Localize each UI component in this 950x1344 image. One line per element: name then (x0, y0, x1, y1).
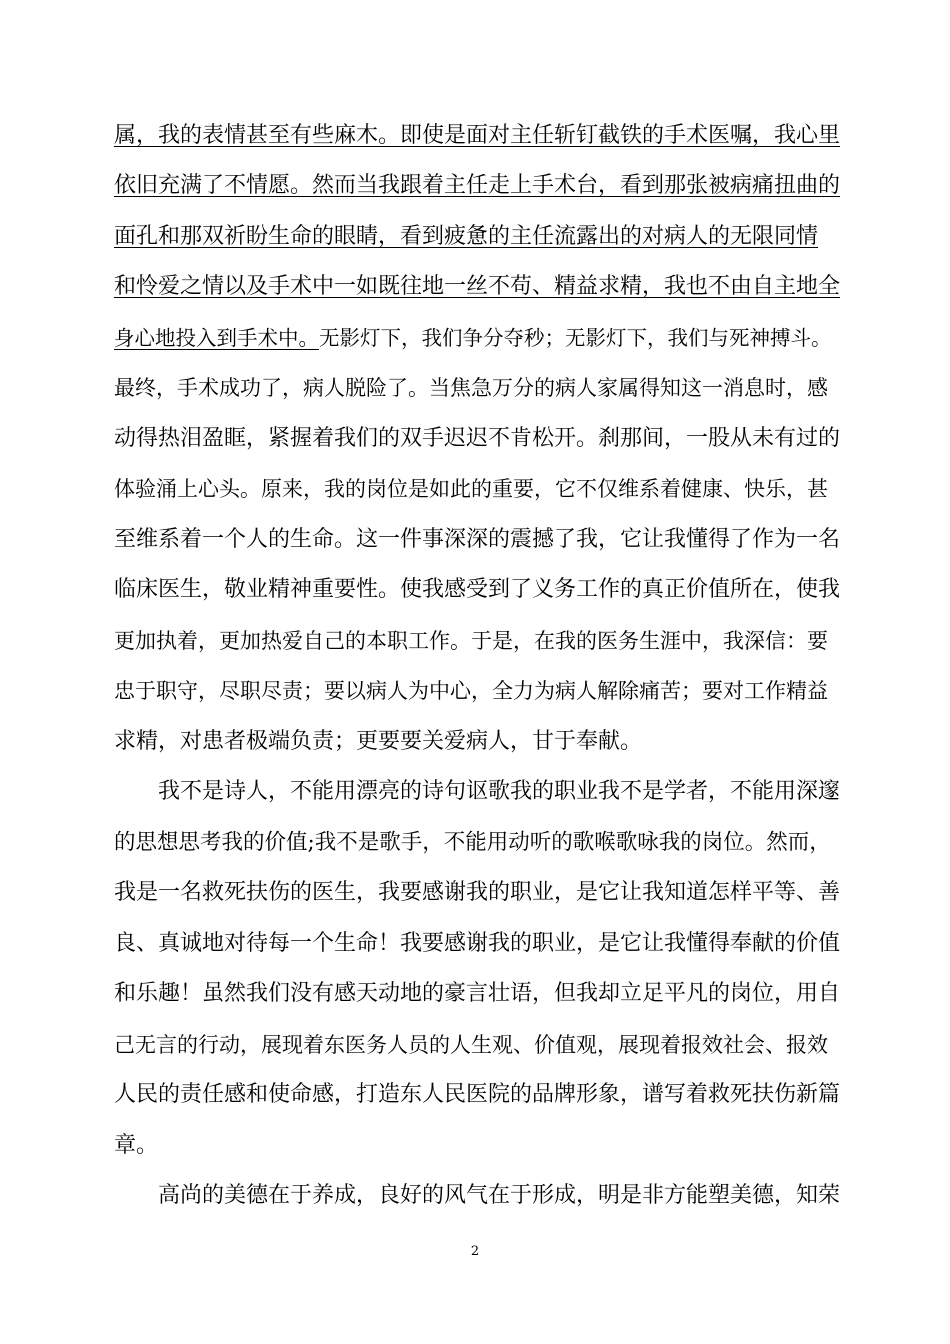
plain-text: 最终，手术成功了，病人脱险了。当焦急万分的病人家属得知这一消息时，感 (114, 376, 828, 400)
text-line (114, 825, 840, 861)
text-line (114, 370, 840, 406)
plain-text: 临床医生，敬业精神重要性。使我感受到了义务工作的真正价值所在，使我 (114, 577, 840, 602)
underlined-text: 和怜爱之情以及手术中一如既往地一丝不苟、精益求精，我也不由自主地全 (114, 274, 840, 299)
underlined-text: 属，我的表情甚至有些麻木。即使是面对主任斩钉截铁的手术医嘱，我心里 (114, 123, 840, 148)
text-line (114, 976, 840, 1012)
plain-text: 动得热泪盈眶，紧握着我们的双手迟迟不肯松开。刹那间，一股从未有过的 (114, 426, 840, 451)
page-number: 2 (470, 1244, 480, 1259)
text-line (114, 724, 840, 760)
plain-text: 至维系着一个人的生命。这一件事深深的震撼了我，它让我懂得了作为一名 (114, 527, 840, 552)
text-line (114, 219, 840, 255)
text-line (114, 875, 840, 911)
text-line (114, 421, 840, 457)
text-line (114, 673, 840, 709)
plain-text: 和乐趣！虽然我们没有感天动地的豪言壮语，但我却立足平凡的岗位，用自 (114, 981, 840, 1006)
plain-text: 求精，对患者极端负责；更要要关爱病人，甘于奉献。 (114, 729, 643, 754)
paragraph-first-line (158, 1178, 840, 1214)
text-line (114, 320, 840, 356)
text-line (114, 471, 840, 507)
plain-text: 章。 (114, 1133, 159, 1158)
plain-text: 人民的责任感和使命感，打造东人民医院的品牌形象，谱写着救死扶伤新篇 (114, 1082, 840, 1107)
underlined-text: 面孔和那双祈盼生命的眼睛，看到疲惫的主任流露出的对病人的无限同情 (114, 224, 819, 249)
plain-text: 高尚的美德在于养成，良好的风气在于形成，明是非方能塑美德，知荣 (158, 1183, 840, 1208)
plain-text: 我不是诗人，不能用漂亮的诗句讴歌我的职业我不是学者，不能用深邃 (158, 779, 840, 804)
text-line (114, 522, 840, 558)
plain-text: 的思想思考我的价值;我不是歌手，不能用动听的歌喉歌咏我的岗位。然而， (114, 830, 831, 855)
plain-text: 我是一名救死扶伤的医生，我要感谢我的职业，是它让我知道怎样平等、善 (114, 880, 840, 905)
underlined-text: 依旧充满了不情愿。然而当我跟着主任走上手术台，看到那张被病痛扭曲的 (114, 173, 840, 198)
plain-text: 忠于职守，尽职尽责；要以病人为中心，全力为病人解除痛苦；要对工作精益 (114, 679, 828, 703)
plain-text: 良、真诚地对待每一个生命！我要感谢我的职业，是它让我懂得奉献的价值 (114, 931, 840, 956)
text-line (114, 168, 840, 204)
text-line (114, 118, 840, 154)
text-line (114, 1077, 840, 1113)
text-line (114, 1027, 840, 1063)
text-line (114, 269, 840, 305)
text-line (114, 572, 840, 608)
plain-text: 体验涌上心头。原来，我的岗位是如此的重要，它不仅维系着健康、快乐，甚 (114, 477, 828, 501)
text-line (114, 623, 840, 659)
text-line (114, 926, 840, 962)
plain-text: 无影灯下，我们争分夺秒；无影灯下，我们与死神搏斗。 (319, 326, 832, 350)
text-line (114, 1128, 840, 1164)
plain-text: 更加执着，更加热爱自己的本职工作。于是，在我的医务生涯中，我深信：要 (114, 629, 828, 653)
paragraph-first-line (158, 774, 840, 810)
plain-text: 己无言的行动，展现着东医务人员的人生观、价值观，展现着报效社会、报效 (114, 1033, 828, 1057)
underlined-text: 身心地投入到手术中。 (114, 326, 319, 350)
